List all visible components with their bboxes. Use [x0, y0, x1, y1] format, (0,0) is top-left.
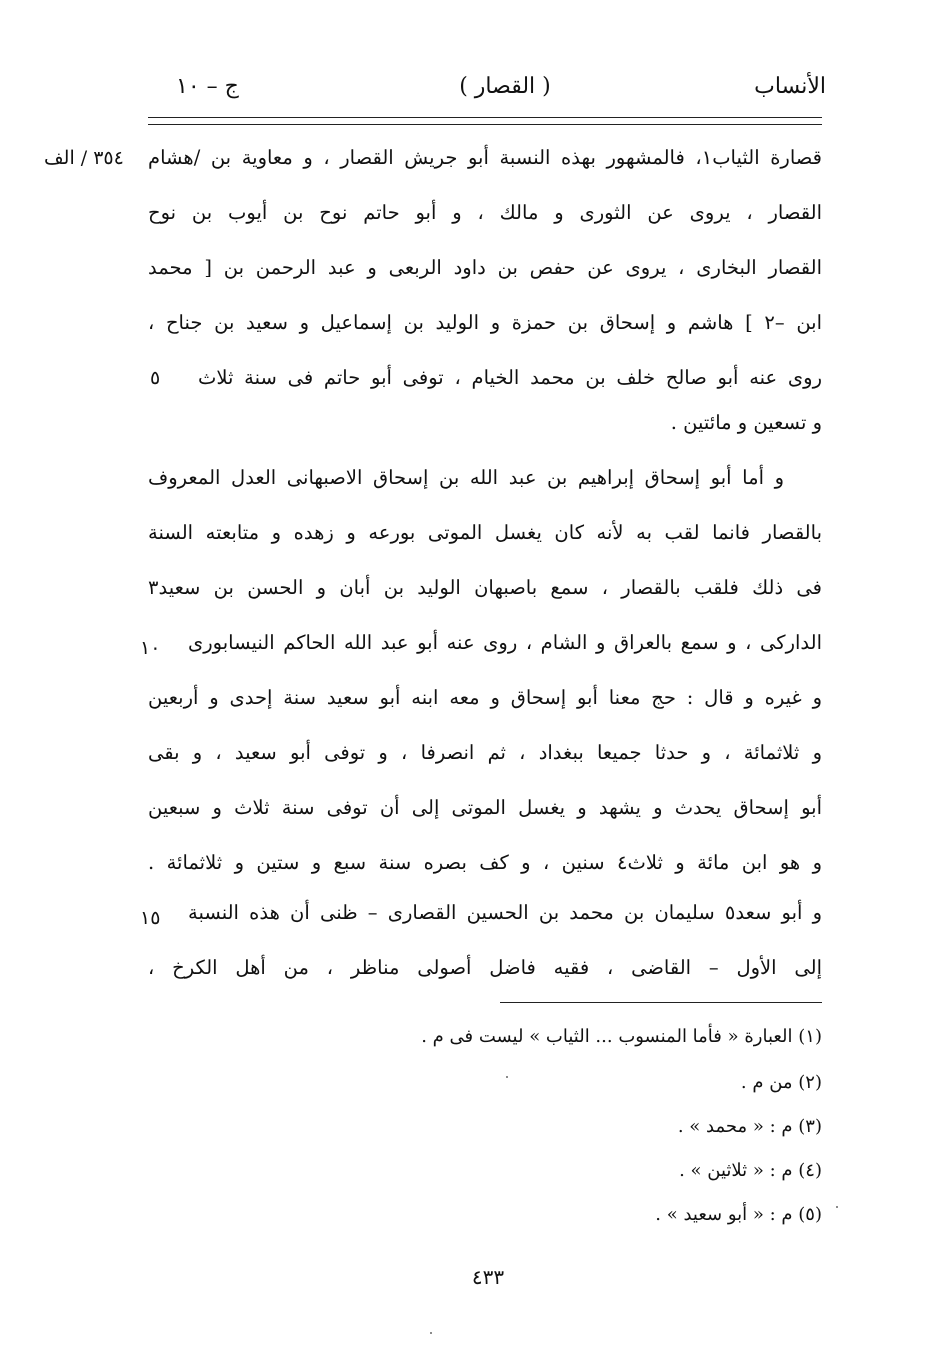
page-number: ٤٣٣	[471, 1265, 505, 1289]
running-header-section: ( القصار )	[459, 74, 551, 99]
scan-speck	[430, 1332, 432, 1334]
running-header-volume: ج – ١٠	[176, 74, 239, 99]
text-line: إلى الأول – القاضى ، فقيه فاضل أصولى مناظر ، من أهل الكرخ ،	[148, 956, 822, 979]
folio-marker: ٣٥٤ / الف	[44, 147, 124, 169]
footnote: (٣) م : « محمد » .	[677, 1116, 822, 1137]
text-line: قصارة الثياب١، فالمشهور بهذه النسبة أبو جريش القصار ، و معاوية بن /هشام	[148, 146, 822, 169]
text-line: و غيره و قال : حج معنا أبو إسحاق و معه ابنه أبو سعيد سنة إحدى و أربعين	[148, 686, 822, 709]
text-line: و ثلاثمائة ، و حدثا جميعا ببغداد ، ثم انصرفا ، و توفى أبو سعيد ، و بقى	[148, 741, 822, 764]
text-line: روى عنه أبو صالح خلف بن محمد الخيام ، توفى أبو حاتم فى سنة ثلاث	[198, 366, 822, 389]
footnote: (٢) من م .	[740, 1072, 822, 1093]
footnote-separator	[500, 1002, 822, 1003]
line-number-10: ١٠	[140, 637, 161, 659]
text-line: و هو ابن مائة و ثلاث٤ سنين ، و كف بصره سنة سبع و ستين و ثلاثمائة .	[148, 851, 822, 874]
text-line: أبو إسحاق يحدث و يشهد و يغسل الموتى إلى أن توفى سنة ثلاث و سبعين	[148, 796, 822, 819]
line-number-5: ٥	[150, 367, 161, 389]
text-line: القصار البخارى ، يروى عن حفص بن داود الربعى و عبد الرحمن بن [ محمد	[148, 256, 822, 279]
text-line: ابن –٢ ] هاشم و إسحاق بن حمزة و الوليد بن إسماعيل و سعيد بن جناح ،	[148, 311, 823, 334]
line-number-15: ١٥	[140, 907, 161, 929]
text-line: الداركى ، و سمع بالعراق و الشام ، روى عنه أبو عبد الله الحاكم النيسابورى	[188, 631, 822, 654]
scan-speck	[506, 1076, 508, 1078]
scan-speck	[836, 1206, 838, 1208]
footnote: (١) العبارة « فأما المنسوب ... الثياب » ليست فى م .	[421, 1026, 822, 1047]
text-line: القصار ، يروى عن الثورى و مالك ، و أبو حاتم نوح بن أيوب بن نوح	[148, 201, 822, 224]
running-header-title: الأنساب	[754, 74, 826, 99]
footnote: (٤) م : « ثلاثين » .	[679, 1160, 822, 1181]
text-line: و تسعين و مائتين .	[670, 411, 822, 434]
footnote: (٥) م : « أبو سعيد » .	[655, 1204, 822, 1225]
text-line: فى ذلك فلقب بالقصار ، سمع باصبهان الوليد بن أبان و الحسن بن سعيد٣	[148, 576, 822, 599]
text-line: و أبو سعد٥ سليمان بن محمد بن الحسين القصارى – ظنى أن هذه النسبة	[188, 901, 823, 924]
header-rule-top	[148, 117, 822, 118]
text-line: بالقصار فانما لقب به لأنه كان يغسل الموتى بورعه و زهده و متابعته السنة	[148, 521, 822, 544]
text-line: و أما أبو إسحاق إبراهيم بن عبد الله بن إسحاق الاصبهانى العدل المعروف	[148, 466, 784, 489]
header-rule-bottom	[148, 124, 822, 125]
